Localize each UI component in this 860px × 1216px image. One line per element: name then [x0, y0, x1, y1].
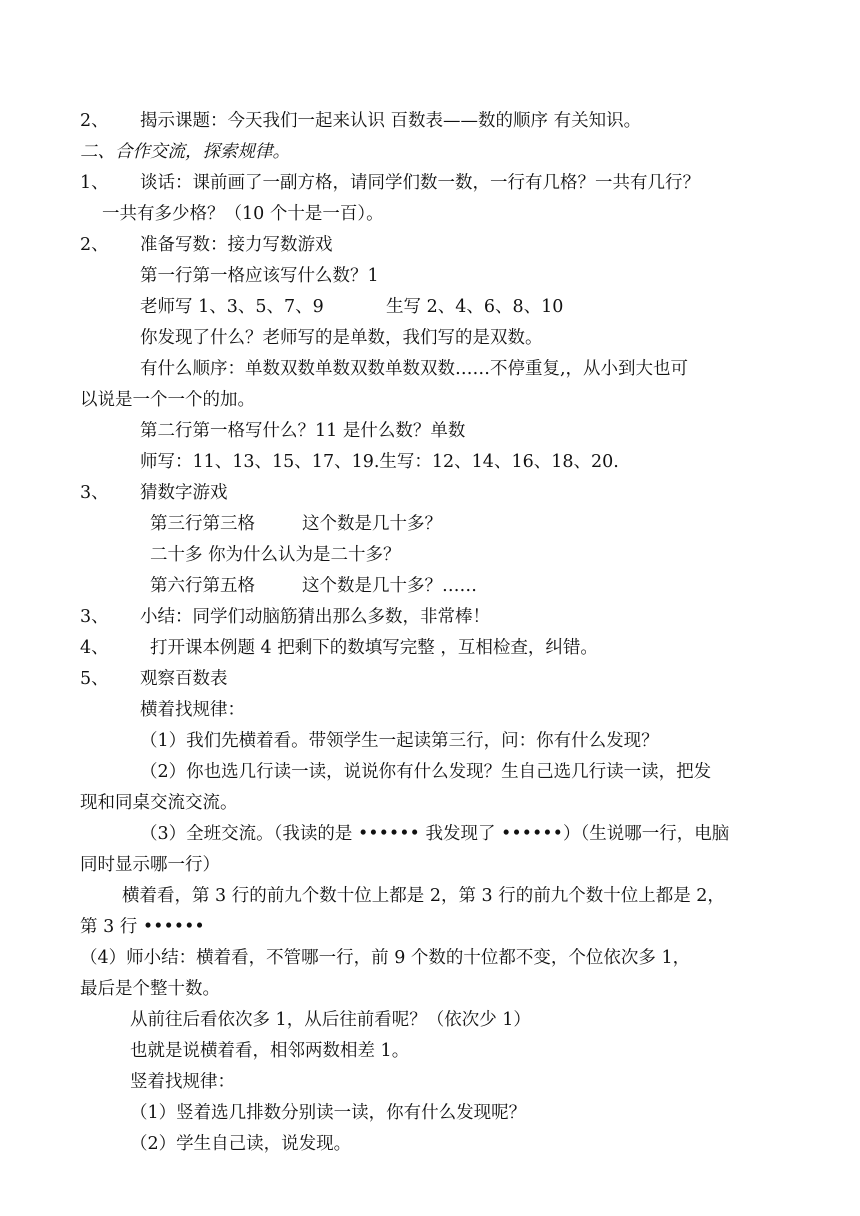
text-line: 小结：同学们动脑筋猜出那么多数，非常棒！: [140, 607, 490, 627]
text-line: 揭示课题：今天我们一起来认识 百数表——数的顺序 有关知识。: [140, 111, 642, 131]
text-line: （2）学生自己读，说发现。: [130, 1134, 352, 1154]
text-line: 猜数字游戏: [140, 483, 228, 503]
text-line: （4）师小结：横着看，不管哪一行，前 9 个数的十位都不变，个位依次多 1，: [80, 948, 691, 968]
text-line: 这个数是几十多？……: [302, 576, 477, 596]
text-line: （1）我们先横着看。带领学生一起读第三行，问：你有什么发现？: [140, 731, 659, 751]
text-line: 从前往后看依次多 1，从后往前看呢？（依次少 1）: [130, 1010, 531, 1030]
text-line: 第二行第一格写什么？11 是什么数？单数: [140, 421, 466, 441]
text-line: 横着找规律：: [140, 700, 245, 720]
text-line: 你发现了什么？老师写的是单数，我们写的是双数。: [140, 328, 543, 348]
item-number: 5、: [80, 669, 109, 689]
text-line: 第 3 行 ••••••: [80, 917, 205, 937]
text-line: 最后是个整十数。: [80, 979, 220, 999]
text-line: 打开课本例题 4 把剩下的数填写完整 ，互相检查，纠错。: [150, 638, 598, 658]
text-line: 准备写数：接力写数游戏: [140, 235, 333, 255]
item-number: 1、: [80, 173, 109, 193]
text-line: 这个数是几十多？: [302, 514, 442, 534]
item-number: 3、: [80, 483, 109, 503]
item-number: 2、: [80, 235, 109, 255]
text-line: 师写：11、13、15、17、19.生写：12、14、16、18、20.: [140, 452, 619, 472]
text-line: 老师写 1、3、5、7、9: [140, 297, 324, 317]
item-number: 3、: [80, 607, 109, 627]
text-line: 竖着找规律：: [130, 1072, 235, 1092]
text-line: 第六行第五格: [150, 576, 255, 596]
text-line: 横着看，第 3 行的前九个数十位上都是 2，第 3 行的前九个数十位上都是 2，: [122, 886, 725, 906]
text-line: 以说是一个一个的加。: [80, 390, 255, 410]
text-line: （1）竖着选几排数分别读一读，你有什么发现呢？: [130, 1103, 527, 1123]
text-line: 生写 2、4、6、8、10: [386, 297, 564, 317]
text-line: （2）你也选几行读一读，说说你有什么发现？生自己选几行读一读，把发: [140, 762, 712, 782]
text-line: 有什么顺序：单数双数单数双数单数双数……不停重复,，从小到大也可: [140, 359, 689, 379]
text-line: 也就是说横着看，相邻两数相差 1。: [130, 1041, 410, 1061]
text-line: 观察百数表: [140, 669, 228, 689]
item-number: 2、: [80, 111, 109, 131]
item-number: 4、: [80, 638, 109, 658]
text-line: 一共有多少格？（10 个十是一百）。: [102, 204, 384, 224]
section-heading: 二、合作交流，探索规律。: [80, 142, 290, 162]
text-line: （3）全班交流。（我读的是 •••••• 我发现了 ••••••）（生说哪一行，电脑: [140, 824, 730, 844]
text-line: 现和同桌交流交流。: [80, 793, 238, 813]
text-line: 二十多 你为什么认为是二十多？: [150, 545, 401, 565]
text-line: 第三行第三格: [150, 514, 255, 534]
text-line: 同时显示哪一行）: [80, 855, 220, 875]
text-line: 谈话：课前画了一副方格，请同学们数一数，一行有几格？一共有几行？: [140, 173, 700, 193]
text-line: 第一行第一格应该写什么数？1: [140, 266, 379, 286]
